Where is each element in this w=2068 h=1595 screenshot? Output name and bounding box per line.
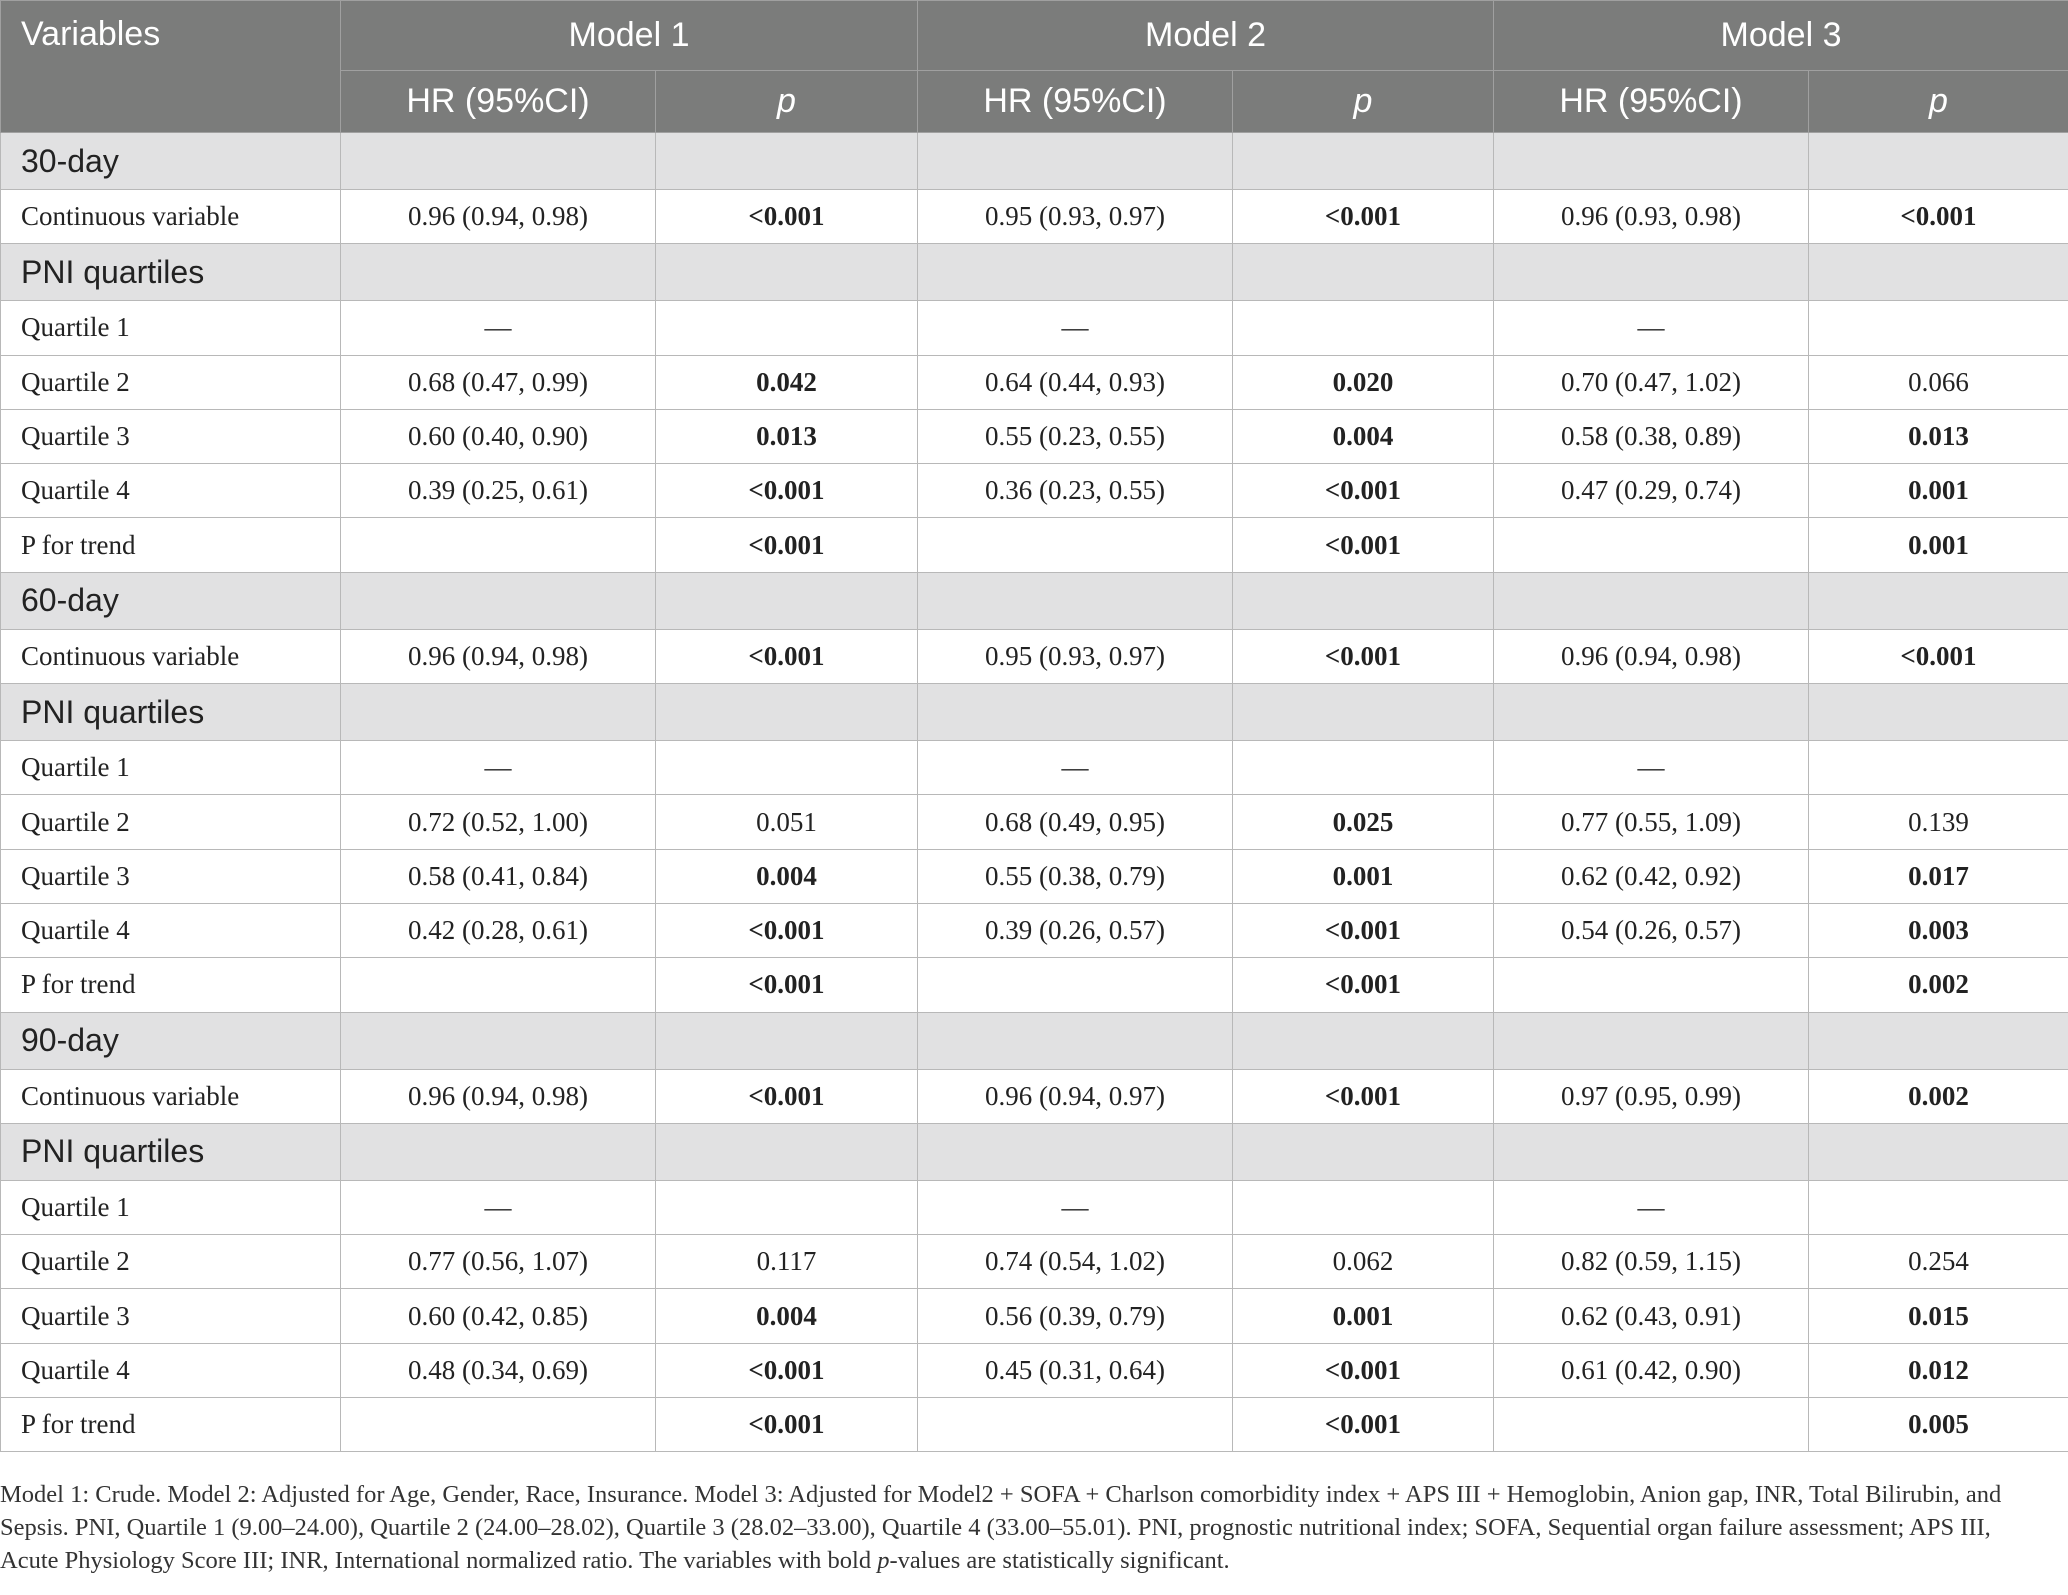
table-footnote: [0, 1478, 2050, 1577]
section-empty-cell: [1494, 684, 1809, 741]
model-3-p-cell: [1809, 301, 2068, 355]
section-label: PNI quartiles: [1, 1123, 341, 1180]
row-label: Quartile 2: [1, 355, 341, 409]
table-row: [1, 301, 2068, 355]
model-3-hr-cell: 0.58 (0.38, 0.89): [1494, 409, 1809, 463]
model-1-hr-cell: 0.60 (0.42, 0.85): [341, 1289, 656, 1343]
section-empty-cell: [1494, 1123, 1809, 1180]
model-3-hr-cell: 0.77 (0.55, 1.09): [1494, 795, 1809, 849]
section-empty-cell: [341, 1123, 656, 1180]
model-2-hr-cell: [918, 1398, 1233, 1452]
model-2-p-cell: 0.062: [1233, 1235, 1494, 1289]
variables-header: Variables: [1, 1, 341, 133]
section-empty-cell: [656, 1123, 918, 1180]
model-3-hr-cell: 0.82 (0.59, 1.15): [1494, 1235, 1809, 1289]
table-row: [1, 1343, 2068, 1397]
row-label: Quartile 3: [1, 849, 341, 903]
model-1-header: Model 1: [341, 1, 918, 71]
model-1-p-cell: 0.051: [656, 795, 918, 849]
model-3-p-cell: 0.066: [1809, 355, 2068, 409]
section-empty-cell: [1809, 572, 2068, 629]
model-3-hr-cell: [1494, 1398, 1809, 1452]
model-1-hr-cell: —: [341, 741, 656, 795]
row-label: Quartile 1: [1, 741, 341, 795]
model-3-hr-cell: —: [1494, 741, 1809, 795]
model-2-hr-cell: 0.64 (0.44, 0.93): [918, 355, 1233, 409]
section-empty-cell: [656, 1012, 918, 1069]
model-1-p-cell: <0.001: [656, 464, 918, 518]
section-empty-cell: [341, 684, 656, 741]
model-1-hr-cell: 0.96 (0.94, 0.98): [341, 629, 656, 683]
table-row: [1, 903, 2068, 957]
section-label: PNI quartiles: [1, 684, 341, 741]
table-row: [1, 355, 2068, 409]
model-3-p-cell: 0.017: [1809, 849, 2068, 903]
model-2-p-cell: 0.001: [1233, 1289, 1494, 1343]
model-1-p-cell: 0.013: [656, 409, 918, 463]
model-1-p-cell: 0.042: [656, 355, 918, 409]
table-row: [1, 1235, 2068, 1289]
section-empty-cell: [918, 572, 1233, 629]
section-empty-cell: [341, 572, 656, 629]
model-2-p-cell: <0.001: [1233, 1069, 1494, 1123]
model-3-p-cell: 0.139: [1809, 795, 2068, 849]
section-empty-cell: [918, 133, 1233, 190]
model-1-p-cell: <0.001: [656, 903, 918, 957]
model-3-hr-cell: 0.61 (0.42, 0.90): [1494, 1343, 1809, 1397]
section-empty-cell: [1233, 684, 1494, 741]
model-2-hr-cell: 0.56 (0.39, 0.79): [918, 1289, 1233, 1343]
table-row: [1, 795, 2068, 849]
model-3-hr-cell: 0.47 (0.29, 0.74): [1494, 464, 1809, 518]
table-row: [1, 849, 2068, 903]
model-1-hr-cell: 0.48 (0.34, 0.69): [341, 1343, 656, 1397]
section-empty-cell: [1233, 133, 1494, 190]
model-3-p-cell: 0.002: [1809, 1069, 2068, 1123]
model-2-p-cell: [1233, 741, 1494, 795]
model-3-hr-cell: —: [1494, 301, 1809, 355]
model-2-p-cell: <0.001: [1233, 190, 1494, 244]
model-3-hr-cell: [1494, 518, 1809, 572]
model-1-p-header: p: [656, 71, 918, 133]
model-1-hr-cell: 0.42 (0.28, 0.61): [341, 903, 656, 957]
model-3-header: Model 3: [1494, 1, 2068, 71]
header-row-models: [1, 1, 2068, 71]
model-2-p-cell: 0.001: [1233, 849, 1494, 903]
section-empty-cell: [1233, 572, 1494, 629]
section-empty-cell: [1809, 1012, 2068, 1069]
section-empty-cell: [656, 684, 918, 741]
section-empty-cell: [656, 133, 918, 190]
model-2-hr-cell: 0.68 (0.49, 0.95): [918, 795, 1233, 849]
section-empty-cell: [1233, 1123, 1494, 1180]
model-3-hr-header: HR (95%CI): [1494, 71, 1809, 133]
section-row: [1, 1012, 2068, 1069]
model-2-hr-cell: 0.74 (0.54, 1.02): [918, 1235, 1233, 1289]
section-empty-cell: [1494, 572, 1809, 629]
section-empty-cell: [656, 244, 918, 301]
model-2-hr-cell: 0.39 (0.26, 0.57): [918, 903, 1233, 957]
model-2-p-cell: <0.001: [1233, 1343, 1494, 1397]
table-row: [1, 190, 2068, 244]
model-3-p-cell: 0.001: [1809, 464, 2068, 518]
model-1-hr-cell: 0.58 (0.41, 0.84): [341, 849, 656, 903]
model-3-hr-cell: 0.62 (0.42, 0.92): [1494, 849, 1809, 903]
model-1-hr-cell: —: [341, 301, 656, 355]
footnote-text: Model 1: Crude. Model 2: Adjusted for Age, Gender, Race, Insurance. Model 3: Adjusted for Model2 + SOFA + Charlson comorbidity index + APS III + Hemoglobin, Anion gap, INR, Total Bilirubin, and Sepsis. PNI, Quartile 1 (9.00–24.00), Quartile 2 (24.00–28.02), Quartile 3 (28.02–33.00), Quartile 4 (33.00–55.01). PNI, prognostic nutritional index; SOFA, Sequential organ failure assessment; APS III, Acute Physiology Score III; INR, International normalized ratio. The variables with bold: [0, 1481, 2002, 1574]
section-row: [1, 572, 2068, 629]
model-2-p-cell: <0.001: [1233, 903, 1494, 957]
model-1-hr-cell: [341, 1398, 656, 1452]
model-1-hr-cell: 0.77 (0.56, 1.07): [341, 1235, 656, 1289]
row-label: Continuous variable: [1, 629, 341, 683]
row-label: Continuous variable: [1, 190, 341, 244]
section-row: [1, 133, 2068, 190]
model-1-p-cell: 0.117: [656, 1235, 918, 1289]
model-1-p-cell: <0.001: [656, 190, 918, 244]
table-row: [1, 409, 2068, 463]
model-2-hr-cell: 0.36 (0.23, 0.55): [918, 464, 1233, 518]
section-row: [1, 684, 2068, 741]
row-label: Quartile 1: [1, 301, 341, 355]
row-label: Quartile 2: [1, 1235, 341, 1289]
model-3-hr-cell: 0.97 (0.95, 0.99): [1494, 1069, 1809, 1123]
section-empty-cell: [1809, 133, 2068, 190]
section-empty-cell: [341, 1012, 656, 1069]
section-empty-cell: [918, 684, 1233, 741]
table-row: [1, 741, 2068, 795]
model-2-p-cell: <0.001: [1233, 464, 1494, 518]
model-3-p-cell: 0.001: [1809, 518, 2068, 572]
table-row: [1, 1180, 2068, 1234]
table-row: [1, 1289, 2068, 1343]
section-label: 60-day: [1, 572, 341, 629]
model-2-p-cell: <0.001: [1233, 518, 1494, 572]
row-label: Quartile 1: [1, 1180, 341, 1234]
model-2-hr-cell: —: [918, 741, 1233, 795]
model-1-hr-cell: 0.60 (0.40, 0.90): [341, 409, 656, 463]
section-empty-cell: [1809, 244, 2068, 301]
model-1-hr-header: HR (95%CI): [341, 71, 656, 133]
model-1-p-cell: <0.001: [656, 629, 918, 683]
model-1-p-cell: [656, 301, 918, 355]
model-2-hr-cell: 0.45 (0.31, 0.64): [918, 1343, 1233, 1397]
table-row: [1, 629, 2068, 683]
model-2-p-cell: <0.001: [1233, 1398, 1494, 1452]
table-row: [1, 464, 2068, 518]
model-2-p-cell: 0.020: [1233, 355, 1494, 409]
table-row: [1, 518, 2068, 572]
model-3-p-cell: <0.001: [1809, 629, 2068, 683]
row-label: P for trend: [1, 1398, 341, 1452]
model-3-p-cell: 0.012: [1809, 1343, 2068, 1397]
model-2-header: Model 2: [918, 1, 1494, 71]
model-1-hr-cell: [341, 958, 656, 1012]
model-2-p-cell: 0.004: [1233, 409, 1494, 463]
model-2-p-cell: <0.001: [1233, 958, 1494, 1012]
row-label: Quartile 3: [1, 409, 341, 463]
section-label: 30-day: [1, 133, 341, 190]
model-1-p-cell: <0.001: [656, 518, 918, 572]
model-2-p-cell: [1233, 1180, 1494, 1234]
section-empty-cell: [1809, 1123, 2068, 1180]
model-2-hr-cell: [918, 518, 1233, 572]
model-2-p-cell: [1233, 301, 1494, 355]
model-3-p-cell: 0.005: [1809, 1398, 2068, 1452]
section-row: [1, 1123, 2068, 1180]
model-1-hr-cell: 0.72 (0.52, 1.00): [341, 795, 656, 849]
section-empty-cell: [1494, 133, 1809, 190]
model-1-hr-cell: 0.68 (0.47, 0.99): [341, 355, 656, 409]
model-2-hr-cell: —: [918, 301, 1233, 355]
model-1-p-cell: 0.004: [656, 849, 918, 903]
model-2-p-header: p: [1233, 71, 1494, 133]
model-3-hr-cell: 0.96 (0.93, 0.98): [1494, 190, 1809, 244]
model-2-hr-cell: 0.55 (0.23, 0.55): [918, 409, 1233, 463]
section-empty-cell: [1494, 244, 1809, 301]
model-1-p-cell: 0.004: [656, 1289, 918, 1343]
row-label: P for trend: [1, 518, 341, 572]
model-2-hr-header: HR (95%CI): [918, 71, 1233, 133]
section-empty-cell: [918, 1012, 1233, 1069]
model-3-p-cell: <0.001: [1809, 190, 2068, 244]
model-2-hr-cell: 0.95 (0.93, 0.97): [918, 629, 1233, 683]
model-3-p-cell: [1809, 741, 2068, 795]
model-3-p-cell: 0.254: [1809, 1235, 2068, 1289]
row-label: Continuous variable: [1, 1069, 341, 1123]
model-3-hr-cell: 0.96 (0.94, 0.98): [1494, 629, 1809, 683]
table-row: [1, 1069, 2068, 1123]
model-1-p-cell: <0.001: [656, 1343, 918, 1397]
section-empty-cell: [341, 133, 656, 190]
model-3-hr-cell: [1494, 958, 1809, 1012]
model-1-hr-cell: 0.96 (0.94, 0.98): [341, 1069, 656, 1123]
row-label: Quartile 3: [1, 1289, 341, 1343]
section-empty-cell: [1233, 1012, 1494, 1069]
model-3-p-cell: 0.002: [1809, 958, 2068, 1012]
row-label: Quartile 4: [1, 1343, 341, 1397]
model-1-hr-cell: 0.96 (0.94, 0.98): [341, 190, 656, 244]
model-3-p-cell: 0.015: [1809, 1289, 2068, 1343]
model-1-hr-cell: [341, 518, 656, 572]
model-2-hr-cell: 0.96 (0.94, 0.97): [918, 1069, 1233, 1123]
row-label: P for trend: [1, 958, 341, 1012]
model-1-p-cell: [656, 741, 918, 795]
model-2-hr-cell: —: [918, 1180, 1233, 1234]
model-2-hr-cell: 0.55 (0.38, 0.79): [918, 849, 1233, 903]
model-2-p-cell: 0.025: [1233, 795, 1494, 849]
table-header: [1, 1, 2068, 133]
model-1-p-cell: <0.001: [656, 1069, 918, 1123]
model-2-hr-cell: [918, 958, 1233, 1012]
model-2-hr-cell: 0.95 (0.93, 0.97): [918, 190, 1233, 244]
model-3-hr-cell: 0.54 (0.26, 0.57): [1494, 903, 1809, 957]
model-1-p-cell: <0.001: [656, 1398, 918, 1452]
model-3-p-header: p: [1809, 71, 2068, 133]
footnote-text-end: -values are statistically significant.: [889, 1547, 1230, 1574]
model-2-p-cell: <0.001: [1233, 629, 1494, 683]
row-label: Quartile 4: [1, 464, 341, 518]
model-3-p-cell: 0.013: [1809, 409, 2068, 463]
model-1-p-cell: <0.001: [656, 958, 918, 1012]
model-1-p-cell: [656, 1180, 918, 1234]
section-empty-cell: [918, 244, 1233, 301]
row-label: Quartile 2: [1, 795, 341, 849]
model-3-p-cell: 0.003: [1809, 903, 2068, 957]
section-empty-cell: [918, 1123, 1233, 1180]
section-label: 90-day: [1, 1012, 341, 1069]
section-empty-cell: [1494, 1012, 1809, 1069]
model-1-hr-cell: —: [341, 1180, 656, 1234]
model-3-hr-cell: 0.62 (0.43, 0.91): [1494, 1289, 1809, 1343]
section-empty-cell: [1233, 244, 1494, 301]
model-3-p-cell: [1809, 1180, 2068, 1234]
section-row: [1, 244, 2068, 301]
row-label: Quartile 4: [1, 903, 341, 957]
footnote-italic-p: p: [877, 1547, 890, 1574]
table-body: [1, 133, 2068, 1452]
table-row: [1, 958, 2068, 1012]
model-3-hr-cell: —: [1494, 1180, 1809, 1234]
section-empty-cell: [1809, 684, 2068, 741]
section-label: PNI quartiles: [1, 244, 341, 301]
model-1-hr-cell: 0.39 (0.25, 0.61): [341, 464, 656, 518]
section-empty-cell: [656, 572, 918, 629]
section-empty-cell: [341, 244, 656, 301]
model-3-hr-cell: 0.70 (0.47, 1.02): [1494, 355, 1809, 409]
table-row: [1, 1398, 2068, 1452]
